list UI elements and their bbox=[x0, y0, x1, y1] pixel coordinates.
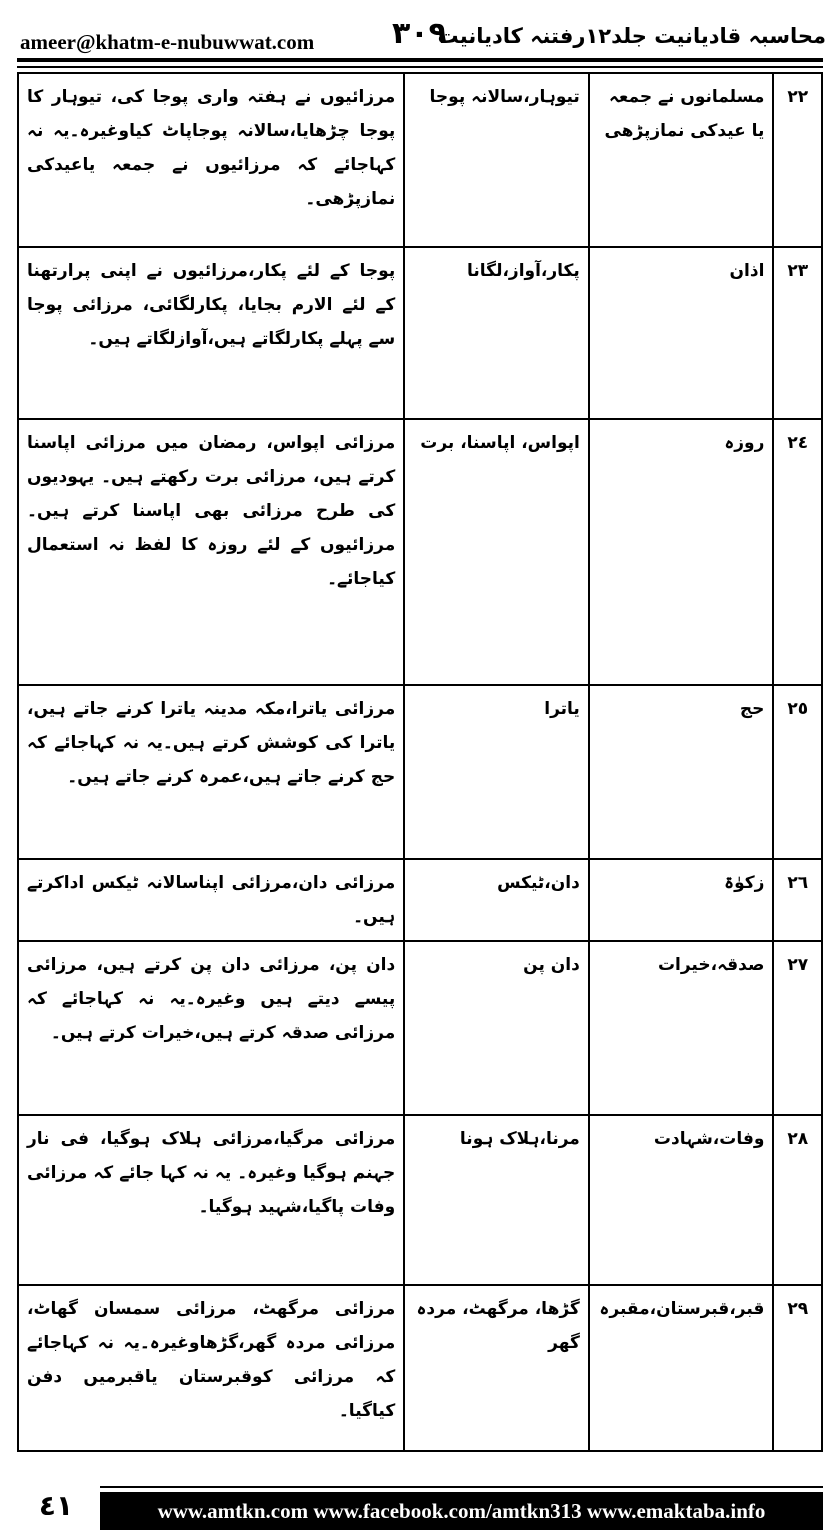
page-header bbox=[10, 12, 830, 56]
cell-num: ٢٣ bbox=[773, 247, 822, 419]
table-row bbox=[18, 941, 822, 1115]
cell-c3: مرزائی اپواس، رمضان میں مرزائی اپاسنا کرتے ہیں، مرزائی برت رکھتے ہیں۔ یہودیوں کی طرح مرزائی بھی اپاسنا کرتے ہیں۔ مرزائیوں کے لئے روزہ کا لفظ نہ استعمال کیاجائے۔ bbox=[18, 419, 404, 685]
table-row bbox=[18, 859, 822, 941]
terms-table bbox=[17, 72, 823, 1452]
footer-rule bbox=[100, 1486, 823, 1488]
cell-c3: مرزائی یاترا،مکہ مدینہ یاترا کرنے جاتے ہیں، یاترا کی کوشش کرتے ہیں۔یہ نہ کہاجائے کہ حج کرنے جاتے ہیں،عمرہ کرنے جاتے ہیں۔ bbox=[18, 685, 404, 859]
cell-c3: دان پن، مرزائی دان پن کرتے ہیں، مرزائی پیسے دیتے ہیں وغیرہ۔یہ نہ کہاجائے کہ مرزائی صدقہ کرتے ہیں،خیرات کرتے ہیں۔ bbox=[18, 941, 404, 1115]
cell-c3: مرزائیوں نے ہفتہ واری پوجا کی، تیوہار کا پوجا چڑھایا،سالانہ پوجاپاٹ کیاوغیرہ۔یہ نہ کہاجائے کہ مرزائیوں نے جمعہ یاعیدکی نمازپڑھی۔ bbox=[18, 73, 404, 247]
table-row bbox=[18, 73, 822, 247]
cell-c3: مرزائی دان،مرزائی اپناسالانہ ٹیکس اداکرتے ہیں۔ bbox=[18, 859, 404, 941]
page-footer bbox=[18, 1482, 823, 1532]
cell-c1: وفات،شہادت bbox=[589, 1115, 774, 1285]
cell-c2: یاترا bbox=[404, 685, 589, 859]
header-rule-thick bbox=[17, 58, 823, 62]
cell-c3: مرزائی مرگھٹ، مرزائی سمسان گھاٹ، مرزائی مردہ گھر،گڑھاوغیرہ۔یہ نہ کہاجائے کہ مرزائی کوقبرستان یاقبرمیں دفن کیاگیا۔ bbox=[18, 1285, 404, 1451]
cell-c1: روزہ bbox=[589, 419, 774, 685]
cell-c1: اذان bbox=[589, 247, 774, 419]
header-book-title: محاسبہ قادیانیت جلد۱۲رفتنہ کادیانیت bbox=[437, 24, 826, 48]
cell-num: ٢٧ bbox=[773, 941, 822, 1115]
cell-num: ٢٨ bbox=[773, 1115, 822, 1285]
footer-page-number: ٤١ bbox=[38, 1489, 74, 1522]
table-row bbox=[18, 685, 822, 859]
cell-num: ٢٢ bbox=[773, 73, 822, 247]
cell-c2: گڑھا، مرگھٹ، مردہ گھر bbox=[404, 1285, 589, 1451]
header-page-number: ٣٠٩ bbox=[392, 16, 447, 51]
cell-c1: قبر،قبرستان،مقبرہ bbox=[589, 1285, 774, 1451]
cell-num: ٢٩ bbox=[773, 1285, 822, 1451]
table-row bbox=[18, 247, 822, 419]
cell-c1: حج bbox=[589, 685, 774, 859]
cell-c3: پوجا کے لئے پکار،مرزائیوں نے اپنی پرارتھنا کے لئے الارم بجایا، پکارلگائی، مرزائی پوجا سے پہلے پکارلگاتے ہیں،آوازلگاتے ہیں۔ bbox=[18, 247, 404, 419]
cell-c2: تیوہار،سالانہ پوجا bbox=[404, 73, 589, 247]
header-email: ameer@khatm-e-nubuwwat.com bbox=[20, 30, 315, 54]
header-rule-thin bbox=[17, 66, 823, 68]
footer-links: www.amtkn.com www.facebook.com/amtkn313 www.emaktaba.info bbox=[157, 1499, 766, 1523]
cell-c2: دان پن bbox=[404, 941, 589, 1115]
cell-num: ٢٦ bbox=[773, 859, 822, 941]
cell-c2: پکار،آواز،لگانا bbox=[404, 247, 589, 419]
table-row bbox=[18, 1115, 822, 1285]
table-row bbox=[18, 419, 822, 685]
cell-c3: مرزائی مرگیا،مرزائی ہلاک ہوگیا، فی نار جہنم ہوگیا وغیرہ۔ یہ نہ کہا جائے کہ مرزائی وفات پاگیا،شہید ہوگیا۔ bbox=[18, 1115, 404, 1285]
cell-c1: مسلمانوں نے جمعہ یا عیدکی نمازپڑھی bbox=[589, 73, 774, 247]
cell-c1: صدقہ،خیرات bbox=[589, 941, 774, 1115]
cell-c2: مرنا،ہلاک ہونا bbox=[404, 1115, 589, 1285]
cell-num: ٢٥ bbox=[773, 685, 822, 859]
cell-c2: اپواس، اپاسنا، برت bbox=[404, 419, 589, 685]
cell-num: ٢٤ bbox=[773, 419, 822, 685]
footer-links-band bbox=[100, 1492, 823, 1530]
cell-c1: زکوٰۃ bbox=[589, 859, 774, 941]
cell-c2: دان،ٹیکس bbox=[404, 859, 589, 941]
table-row bbox=[18, 1285, 822, 1451]
